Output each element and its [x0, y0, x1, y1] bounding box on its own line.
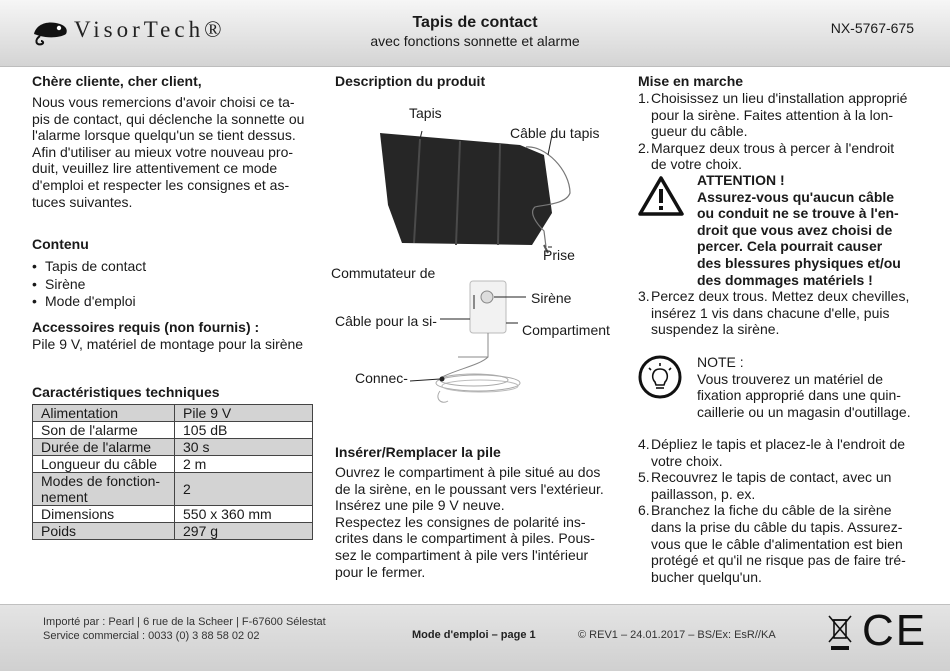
- battery-heading: Insérer/Remplacer la pile: [335, 444, 501, 460]
- description-heading: Description du produit: [335, 73, 486, 89]
- page-subtitle: avec fonctions sonnette et alarme: [370, 33, 580, 49]
- steps-list-c: [638, 436, 928, 585]
- attention-block: ATTENTION ! Assurez-vous qu'aucun câble ou conduit ne se trouve à l'en- droit que vous avez choisi de percer. Cela pourrait causer des blessures physiques et/ou des dommages matériels !: [697, 172, 901, 288]
- service-text: Service commercial : 0033 (0) 3 88 58 02 02: [43, 630, 260, 642]
- list-item: • Sirène: [32, 276, 146, 294]
- mat-image: [380, 133, 552, 245]
- list-item: 5. Recouvrez le tapis de contact, avec un paillasson, p. ex.: [638, 469, 892, 502]
- note-block: NOTE : Vous trouverez un matériel de fixation approprié dans une quin- caillerie ou un magasin d'outillage.: [697, 354, 911, 420]
- specs-heading: Caractéristiques techniques: [32, 384, 220, 400]
- contents-list: [32, 258, 146, 311]
- importer-text: Importé par : Pearl | 6 rue de la Scheer | F-67600 Sélestat: [43, 616, 326, 628]
- label-tapis: Tapis: [409, 105, 442, 121]
- battery-paragraph: Ouvrez le compartiment à pile situé au dos de la sirène, en le poussant vers l'extérieur. Insérez une pile 9 V neuve. Respectez les consignes de polarité ins- crites dans le compartiment à piles. Pous- sez le compartiment à pile vers l'intérieur pour le fermer.: [335, 464, 604, 580]
- table-row: Longueur du câble 2 m: [33, 456, 313, 473]
- intro-paragraph: Nous vous remercions d'avoir choisi ce ta- pis de contact, qui déclenche la sonnette ou l'alarme lorsque quelqu'un se tient dessus. Afin d'utiliser au mieux votre nouveau pro- duit, veuillez lire attentivement ce mode d'emploi et respecter les consignes et as- tuces suivantes.: [32, 94, 305, 210]
- specs-table: [32, 404, 313, 540]
- page-number: Mode d'emploi – page 1: [412, 629, 536, 641]
- label-sirene: Sirène: [531, 290, 572, 306]
- list-item: • Tapis de contact: [32, 258, 146, 276]
- label-commutateur: Commutateur de: [331, 265, 436, 281]
- brand-logo: VisorTech®: [74, 17, 226, 42]
- list-item: • Mode d'emploi: [32, 293, 146, 311]
- page-title: Tapis de contact: [412, 14, 538, 31]
- list-item: 4. Dépliez le tapis et placez-le à l'endroit de votre choix.: [638, 436, 906, 469]
- table-row: Modes de fonction- nement 2: [33, 473, 313, 506]
- lightbulb-icon: [637, 354, 683, 400]
- product-code: NX-5767-675: [830, 20, 914, 36]
- revision-text: © REV1 – 24.01.2017 – BS/Ex: EsR//KA: [578, 629, 776, 641]
- label-cable-tapis: Câble du tapis: [510, 125, 600, 141]
- siren-image: [470, 281, 506, 333]
- weee-bin-icon: [826, 614, 854, 654]
- warning-icon: [638, 175, 684, 217]
- list-item: 2. Marquez deux trous à percer à l'endroit de votre choix.: [638, 139, 895, 173]
- chameleon-logo-icon: [30, 16, 70, 48]
- contents-heading: Contenu: [32, 236, 89, 252]
- accessories-text: Pile 9 V, matériel de montage pour la sirène: [32, 336, 304, 352]
- setup-heading: Mise en marche: [638, 73, 744, 89]
- table-row: Son de l'alarme 105 dB: [33, 422, 313, 439]
- table-row: Poids 297 g: [33, 523, 313, 540]
- label-connecteur: Connec-: [355, 370, 408, 386]
- table-row: Durée de l'alarme 30 s: [33, 439, 313, 456]
- label-compartiment: Compartiment: [522, 322, 610, 338]
- label-prise: Prise: [543, 247, 575, 263]
- accessories-heading: Accessoires requis (non fournis) :: [32, 319, 260, 335]
- list-item: 6. Branchez la fiche du câble de la sirène dans la prise du câble du tapis. Assurez- vous que le câble d'alimentation est bien protégé et qu'il ne risque pas de faire tré- bucher quelqu'un.: [638, 502, 906, 585]
- list-item: 3. Percez deux trous. Mettez deux chevilles, insérez 1 vis dans chacune d'elle, puis suspendez la sirène.: [638, 288, 910, 338]
- label-cable-sirene: Câble pour la si-: [335, 313, 437, 329]
- steps-list-a: [638, 90, 928, 173]
- list-item: 1. Choisissez un lieu d'installation approprié pour la sirène. Faites attention à la lon- gueur du câble.: [638, 90, 908, 140]
- greeting-heading: Chère cliente, cher client,: [32, 73, 202, 89]
- steps-list-b: [638, 288, 928, 338]
- table-row: Dimensions 550 x 360 mm: [33, 506, 313, 523]
- ce-mark: CE: [862, 606, 928, 655]
- table-row: Alimentation Pile 9 V: [33, 405, 313, 422]
